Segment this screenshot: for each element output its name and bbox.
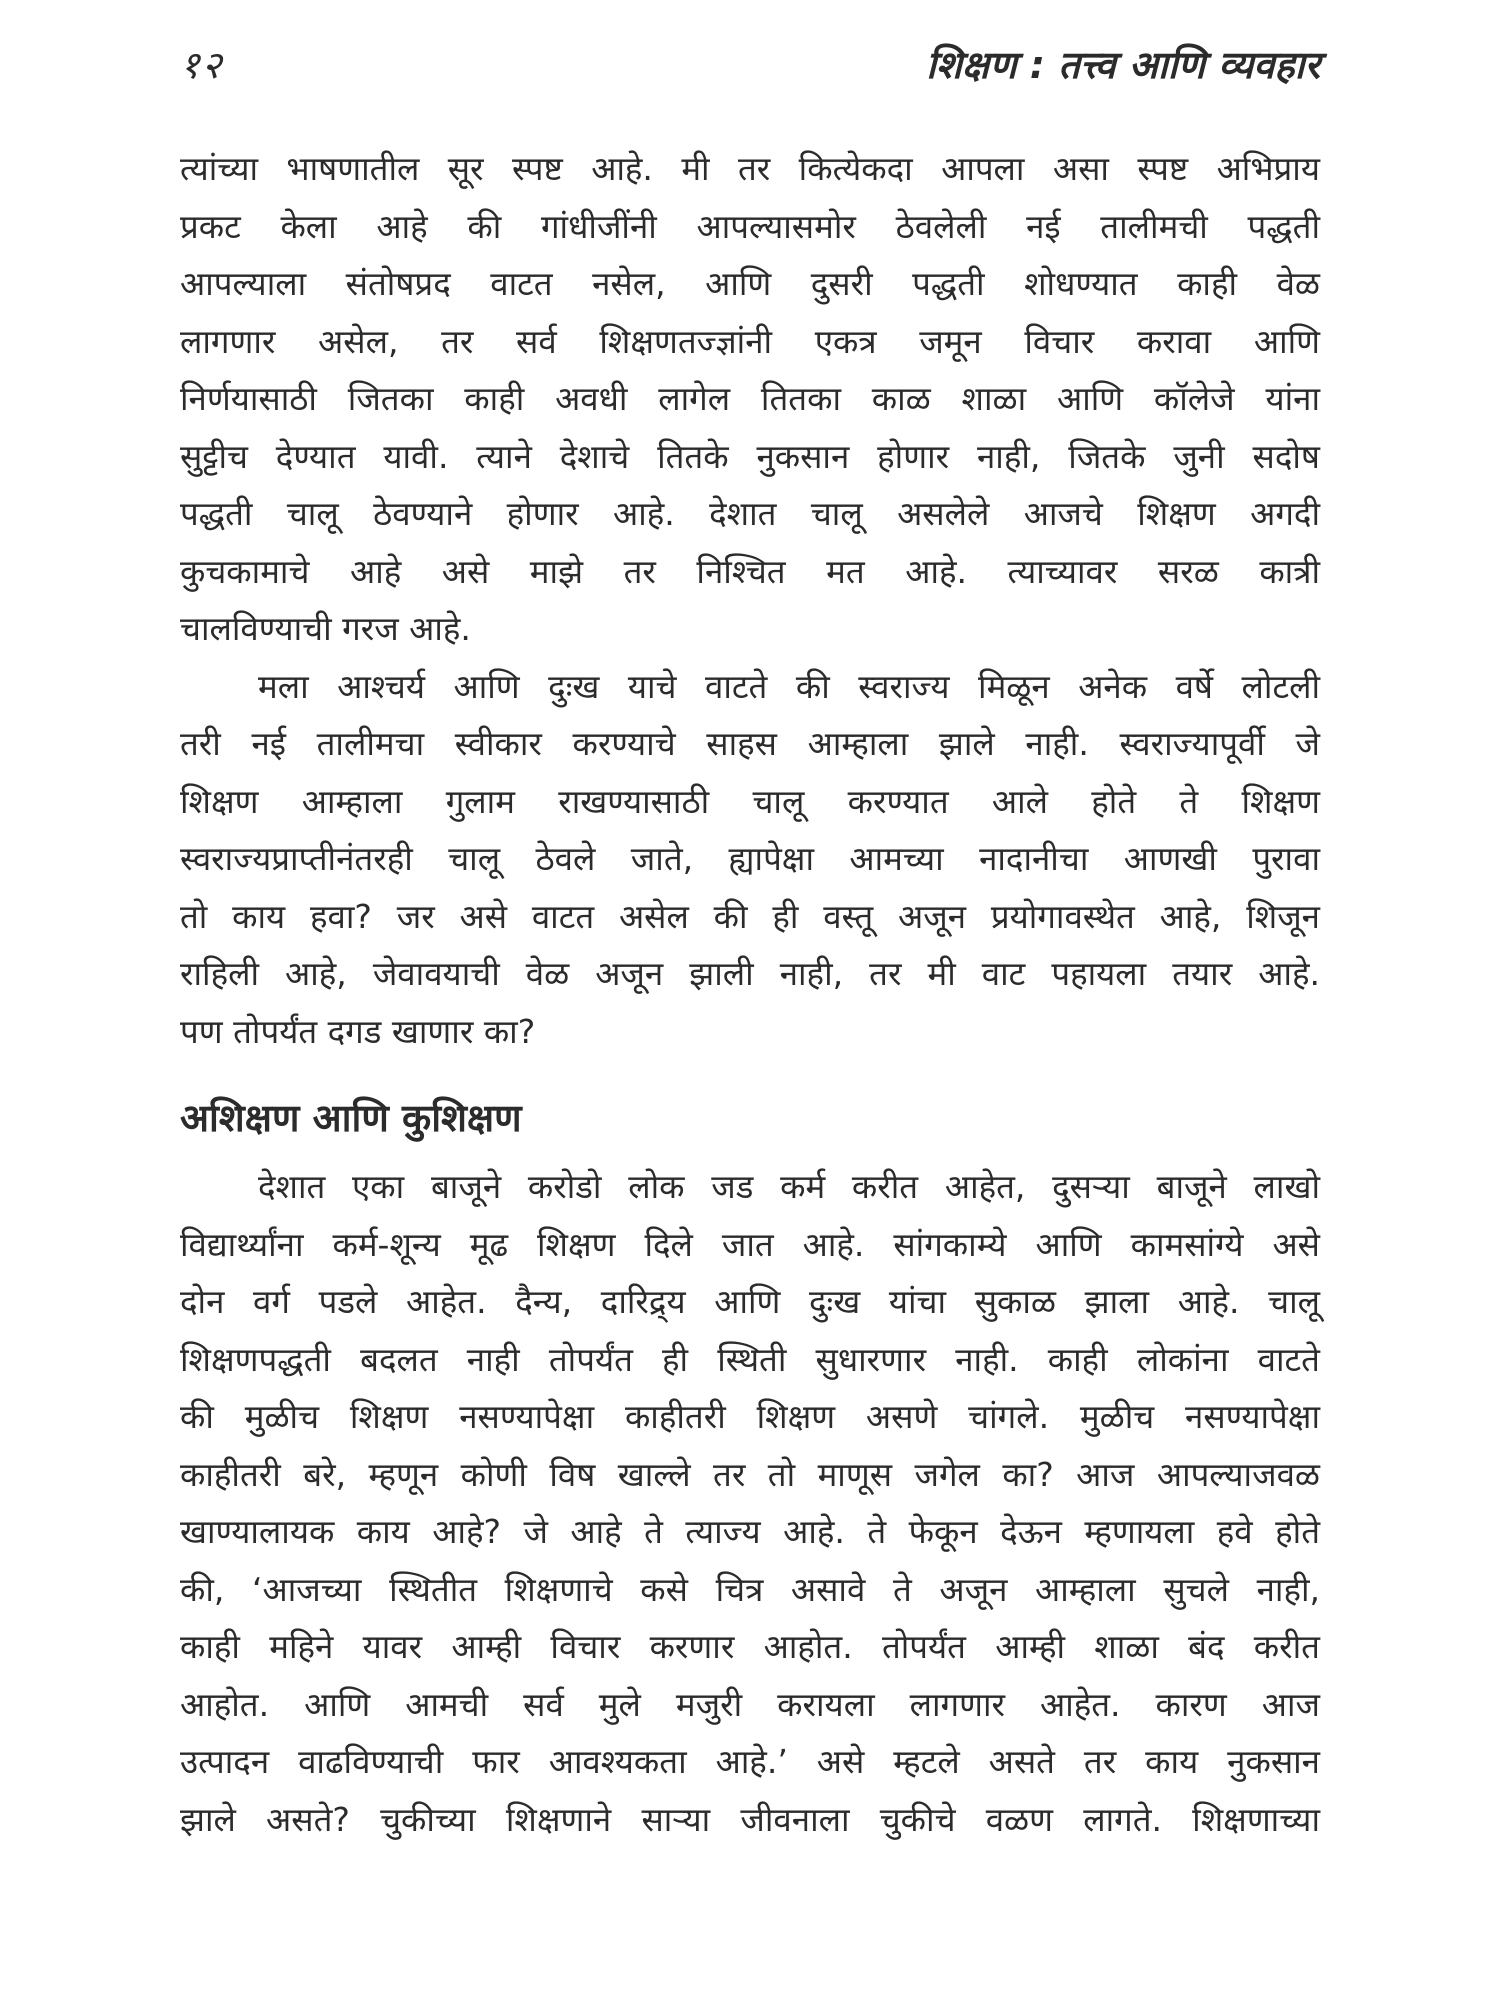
text-line: सुट्टीच देण्यात यावी. त्याने देशाचे तितके नुकसान होणार नाही, जितके जुनी सदोष [180, 436, 1320, 476]
text-line: उत्पादन वाढविण्याची फार आवश्यकता आहे.’ असे म्हटले असते तर काय नुकसान [180, 1742, 1320, 1781]
text-line: तरी नई तालीमचा स्वीकार करण्याचे साहस आम्हाला झाले नाही. स्वराज्यापूर्वी जे [180, 724, 1320, 763]
text-line: प्रकट केला आहे की गांधीजींनी आपल्यासमोर ठेवलेली नई तालीमची पद्धती [180, 206, 1320, 246]
text-line: काही महिने यावर आम्ही विचार करणार आहोत. तोपर्यंत आम्ही शाळा बंद करीत [180, 1627, 1320, 1666]
paragraph-1 [180, 140, 1320, 658]
text-line: कुचकामाचे आहे असे माझे तर निश्चित मत आहे. त्याच्यावर सरळ कात्री [180, 551, 1320, 591]
text-line: निर्णयासाठी जितका काही अवधी लागेल तितका काळ शाळा आणि कॉलेजे यांना [180, 379, 1320, 418]
text-line: शिक्षणपद्धती बदलत नाही तोपर्यंत ही स्थिती सुधारणार नाही. काही लोकांना वाटते [180, 1339, 1320, 1379]
text-line: आहोत. आणि आमची सर्व मुले मजुरी करायला लागणार आहेत. कारण आज [180, 1684, 1320, 1724]
page-body [180, 140, 1320, 1848]
text-line: मला आश्चर्य आणि दुःख याचे वाटते की स्वराज्य मिळून अनेक वर्षे लोटली [258, 666, 1320, 706]
text-line: लागणार असेल, तर सर्व शिक्षणतज्ज्ञांनी एकत्र जमून विचार करावा आणि [180, 321, 1320, 361]
text-line: काहीतरी बरे, म्हणून कोणी विष खाल्ले तर तो माणूस जगेल का? आज आपल्याजवळ [180, 1454, 1320, 1494]
text-line: राहिली आहे, जेवावयाची वेळ अजून झाली नाही, तर मी वाट पहायला तयार आहे. [180, 954, 1320, 993]
paragraph-2 [180, 658, 1320, 1061]
text-line: पद्धती चालू ठेवण्याने होणार आहे. देशात चालू असलेले आजचे शिक्षण अगदी [180, 494, 1320, 533]
page-number: १२ [180, 43, 224, 87]
text-line: झाले असते? चुकीच्या शिक्षणाने साऱ्या जीवनाला चुकीचे वळण लागते. शिक्षणाच्या [180, 1799, 1320, 1839]
running-title: शिक्षण : तत्त्व आणि व्यवहार [926, 43, 1320, 87]
text-line: दोन वर्ग पडले आहेत. दैन्य, दारिद्र्य आणि दुःख यांचा सुकाळ झाला आहे. चालू [180, 1282, 1320, 1321]
text-line: शिक्षण आम्हाला गुलाम राखण्यासाठी चालू करण्यात आले होते ते शिक्षण [180, 781, 1320, 821]
text-line: विद्यार्थ्यांना कर्म-शून्य मूढ शिक्षण दिले जात आहे. सांगकाम्ये आणि कामसांग्ये असे [180, 1224, 1320, 1264]
text-line: पण तोपर्यंत दगड खाणार का? [180, 1011, 536, 1051]
text-line: त्यांच्या भाषणातील सूर स्पष्ट आहे. मी तर कित्येकदा आपला असा स्पष्ट अभिप्राय [180, 149, 1320, 188]
text-line: चालविण्याची गरज आहे. [180, 609, 471, 648]
paragraph-3 [180, 1158, 1320, 1848]
text-line: देशात एका बाजूने करोडो लोक जड कर्म करीत आहेत, दुसऱ्या बाजूने लाखो [258, 1167, 1320, 1206]
text-line: आपल्याला संतोषप्रद वाटत नसेल, आणि दुसरी पद्धती शोधण्यात काही वेळ [180, 264, 1320, 303]
text-line: स्वराज्यप्राप्तीनंतरही चालू ठेवले जाते, ह्यापेक्षा आमच्या नादानीचा आणखी पुरावा [180, 839, 1320, 878]
text-line: की, ‘आजच्या स्थितीत शिक्षणाचे कसे चित्र असावे ते अजून आम्हाला सुचले नाही, [180, 1569, 1320, 1609]
text-line: की मुळीच शिक्षण नसण्यापेक्षा काहीतरी शिक्षण असणे चांगले. मुळीच नसण्यापेक्षा [180, 1397, 1320, 1436]
page-header [180, 38, 1320, 98]
text-line: तो काय हवा? जर असे वाटत असेल की ही वस्तू अजून प्रयोगावस्थेत आहे, शिजून [180, 896, 1320, 936]
section-heading: अशिक्षण आणि कुशिक्षण [180, 1096, 522, 1140]
text-line: खाण्यालायक काय आहे? जे आहे ते त्याज्य आहे. ते फेकून देऊन म्हणायला हवे होते [180, 1512, 1320, 1551]
